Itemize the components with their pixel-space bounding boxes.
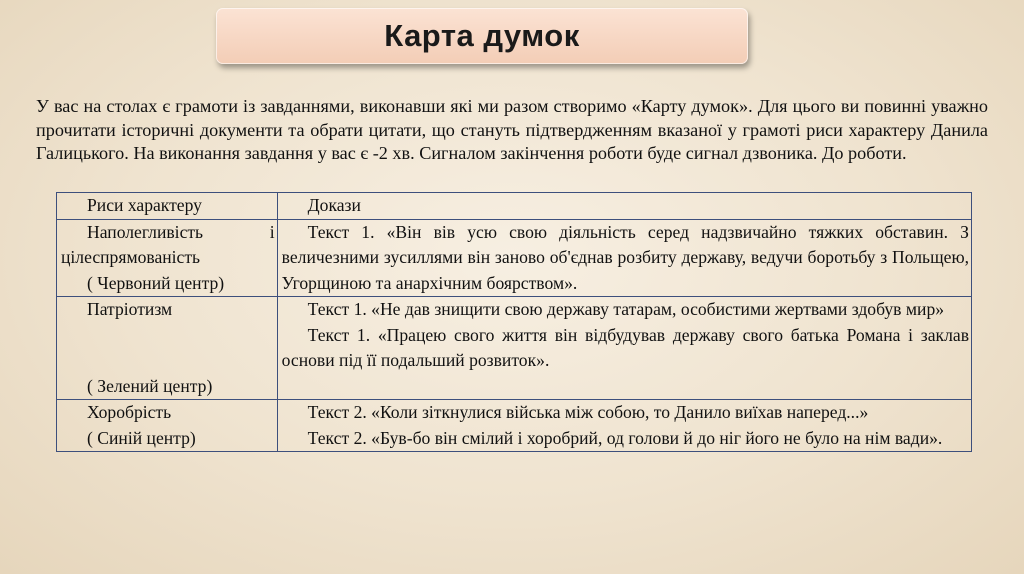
proof-quote: Текст 1. «Не дав знищити свою державу татарам, особистими жертвами здобув мир» [307,299,945,319]
title-banner [216,8,748,64]
proof-quote: Текст 2. «Коли зіткнулися війська між собою, то Данило виїхав наперед...» [307,402,869,422]
page-title: Карта думок [384,18,580,53]
trait-center: ( Синій центр) [87,427,196,448]
intro-paragraph: У вас на столах є грамоти із завданнями, виконавши які ми разом створимо «Карту думок». Для цього ви повинні уважно прочитати історичні документи та обрати цитати, що стануть підтвердженням вказаної у грамоті риси характеру Данила Галицького. На виконання завдання у вас є -2 хв. Сигналом закінчення роботи буде сигнал дзвоника. До роботи. [36,96,988,164]
proof-quote: Текст 1. «Працею свого життя він відбудував державу свого батька Романа і заклав основи під її подальший розвиток». [281,324,969,370]
proofs-cell [277,219,971,297]
table-header-row [57,193,972,220]
table-row [57,297,972,400]
header-traits [57,193,278,220]
proofs-cell [277,297,971,400]
trait-name: Патріотизм [87,299,173,319]
trait-name: Хоробрість [87,402,172,422]
cell-spacer [61,323,275,349]
traits-table [56,192,972,452]
table-row [57,400,972,452]
table-row [57,219,972,297]
proof-quote: Текст 2. «Був-бо він смілий і хоробрий, од голови й до ніг його не було на нім вади». [307,427,943,448]
trait-name: Наполегливість і цілеспрямованість [61,221,275,267]
trait-cell [57,297,278,400]
header-proofs [277,193,971,220]
header-traits-label: Риси характеру [87,195,202,215]
header-proofs-label: Докази [307,195,361,215]
cell-spacer [61,348,275,374]
proof-quote: Текст 1. «Він вів усю свою діяльність серед надзвичайно тяжких обставин. З величезними зусиллями він заново об'єднав розбиту державу, ведучи боротьбу з Польщею, Угорщиною та анархічним боярством». [281,221,969,293]
trait-cell [57,400,278,452]
trait-center: ( Зелений центр) [87,375,213,396]
proofs-cell [277,400,971,452]
trait-cell [57,219,278,297]
trait-center: ( Червоний центр) [87,272,225,293]
